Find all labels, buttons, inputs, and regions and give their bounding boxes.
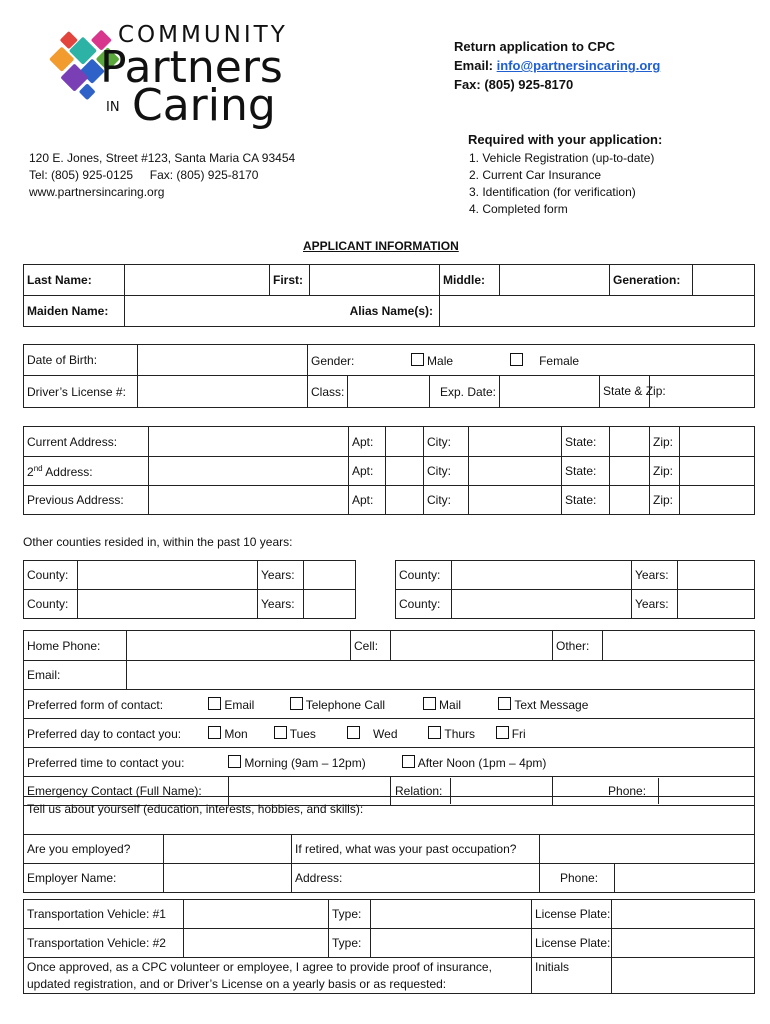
zip-label: Zip:	[650, 427, 680, 457]
email-field[interactable]	[127, 661, 755, 690]
vehicle1-field[interactable]	[184, 900, 329, 929]
other-field[interactable]	[603, 631, 755, 661]
first-name-label: First:	[270, 265, 310, 296]
dob-field[interactable]	[138, 345, 308, 376]
second-address-label: 2nd Address:	[24, 457, 149, 486]
logo-partners: Partners	[100, 42, 283, 93]
type-field[interactable]	[371, 929, 532, 958]
contact-table	[23, 630, 755, 806]
return-email: Email: info@partnersincaring.org	[454, 58, 661, 73]
years-label: Years:	[258, 561, 304, 590]
preferred-day-row: Preferred day to contact you: Mon Tues Wed Thurs Fri	[24, 719, 755, 748]
last-name-field[interactable]	[125, 265, 270, 296]
checkbox-icon[interactable]	[347, 726, 360, 739]
contact-email-option[interactable]: Email	[208, 697, 286, 712]
required-item: 4. Completed form	[469, 202, 568, 216]
state-zip-label: State & Zip:	[600, 376, 650, 408]
gender-female-option[interactable]: Female	[510, 353, 579, 368]
checkbox-icon[interactable]	[290, 697, 303, 710]
home-phone-field[interactable]	[127, 631, 351, 661]
middle-name-field[interactable]	[500, 265, 610, 296]
counties-table-right	[395, 560, 755, 619]
exp-date-label: Exp. Date:	[430, 376, 500, 408]
employed-field[interactable]	[164, 835, 292, 864]
plate-label: License Plate:	[532, 929, 612, 958]
required-title: Required with your application:	[468, 132, 663, 147]
alias-label: Alias Name(s):	[310, 296, 440, 327]
state-field[interactable]	[610, 486, 650, 515]
class-field[interactable]	[348, 376, 430, 408]
type-label: Type:	[329, 900, 371, 929]
employer-field[interactable]	[164, 864, 292, 893]
state-label: State:	[562, 427, 610, 457]
employer-address-cell[interactable]: Address:	[292, 864, 540, 893]
type-label: Type:	[329, 929, 371, 958]
county-label: County:	[24, 590, 78, 619]
last-name-label: Last Name:	[24, 265, 125, 296]
previous-address-label: Previous Address:	[24, 486, 149, 515]
retired-field[interactable]	[540, 835, 755, 864]
gender-male-option[interactable]: Male	[411, 353, 453, 368]
type-field[interactable]	[371, 900, 532, 929]
logo-caring: Caring	[132, 80, 276, 131]
state-field[interactable]	[610, 427, 650, 457]
logo	[38, 20, 298, 135]
previous-address-field[interactable]	[149, 486, 349, 515]
org-address: 120 E. Jones, Street #123, Santa Maria CA 93454	[29, 151, 296, 165]
initials-label: Initials	[532, 958, 612, 994]
employer-label: Employer Name:	[24, 864, 164, 893]
years-field[interactable]	[304, 561, 356, 590]
employer-phone-label: Phone:	[540, 864, 615, 893]
county-field[interactable]	[452, 590, 632, 619]
alias-field[interactable]	[440, 296, 755, 327]
apt-label: Apt:	[349, 427, 386, 457]
zip-field[interactable]	[680, 486, 755, 515]
county-label: County:	[396, 561, 452, 590]
first-name-field[interactable]	[310, 265, 440, 296]
city-field[interactable]	[469, 427, 562, 457]
contact-mail-option[interactable]: Mail	[423, 697, 495, 712]
employer-phone-field[interactable]	[615, 864, 755, 893]
zip-label: Zip:	[650, 486, 680, 515]
day-mon-option[interactable]: Mon	[208, 726, 270, 741]
dob-table	[23, 344, 755, 408]
required-item: 1. Vehicle Registration (up-to-date)	[469, 151, 655, 165]
time-morning-option[interactable]: Morning (9am – 12pm)	[228, 755, 398, 770]
checkbox-icon[interactable]	[274, 726, 287, 739]
email-link[interactable]: info@partnersincaring.org	[496, 58, 661, 73]
contact-phone-option[interactable]: Telephone Call	[290, 697, 420, 712]
maiden-name-label: Maiden Name:	[24, 296, 125, 327]
generation-field[interactable]	[693, 265, 755, 296]
checkbox-icon[interactable]	[208, 697, 221, 710]
zip-label: Zip:	[650, 457, 680, 486]
city-label: City:	[424, 427, 469, 457]
day-fri-option[interactable]: Fri	[496, 726, 526, 741]
zip-field[interactable]	[680, 427, 755, 457]
email-label: Email:	[24, 661, 127, 690]
city-field[interactable]	[469, 486, 562, 515]
apt-field[interactable]	[386, 486, 424, 515]
org-phones: Tel: (805) 925-0125 Fax: (805) 925-8170	[29, 168, 259, 182]
checkbox-icon[interactable]	[228, 755, 241, 768]
checkbox-icon[interactable]	[510, 353, 523, 366]
other-label: Other:	[553, 631, 603, 661]
county-field[interactable]	[78, 561, 258, 590]
checkbox-icon[interactable]	[423, 697, 436, 710]
state-label: State:	[562, 457, 610, 486]
years-field[interactable]	[678, 590, 755, 619]
about-table	[23, 796, 755, 893]
name-table	[23, 264, 755, 327]
license-label: Driver’s License #:	[24, 376, 138, 408]
section-title: APPLICANT INFORMATION	[303, 239, 459, 253]
time-afternoon-option[interactable]: After Noon (1pm – 4pm)	[402, 755, 547, 770]
emergency-contact-label: Emergency Contact (Full Name):	[24, 777, 229, 806]
state-label: State:	[562, 486, 610, 515]
day-tues-option[interactable]: Tues	[274, 726, 344, 741]
county-field[interactable]	[452, 561, 632, 590]
employed-label: Are you employed?	[24, 835, 164, 864]
required-item: 3. Identification (for verification)	[469, 185, 636, 199]
vehicle-table	[23, 899, 755, 994]
years-label: Years:	[632, 590, 678, 619]
relation-cell: Relation:	[391, 777, 553, 806]
years-field[interactable]	[304, 590, 356, 619]
checkbox-icon[interactable]	[411, 353, 424, 366]
state-field[interactable]	[610, 457, 650, 486]
dob-label: Date of Birth:	[24, 345, 138, 376]
county-field[interactable]	[78, 590, 258, 619]
preferred-time-row: Preferred time to contact you: Morning (9am – 12pm) After Noon (1pm – 4pm)	[24, 748, 755, 777]
return-line: Return application to CPC	[454, 39, 616, 54]
gender-label: Gender:	[311, 353, 355, 368]
org-website: www.partnersincaring.org	[29, 185, 165, 199]
checkbox-icon[interactable]	[498, 697, 511, 710]
contact-text-option[interactable]: Text Message	[498, 697, 588, 712]
preferred-form-row: Preferred form of contact: Email Telephone Call Mail Text Message	[24, 690, 755, 719]
retired-label: If retired, what was your past occupation?	[292, 835, 540, 864]
checkbox-icon[interactable]	[428, 726, 441, 739]
logo-community: COMMUNITY	[118, 22, 288, 48]
maiden-name-field[interactable]	[125, 296, 310, 327]
cell-field[interactable]	[391, 631, 553, 661]
years-label: Years:	[258, 590, 304, 619]
class-label: Class:	[308, 376, 348, 408]
agreement-text: Once approved, as a CPC volunteer or employee, I agree to provide proof of insurance, updated registration, and or Driver’s License on a yearly basis or as requested:	[24, 958, 532, 994]
address-table	[23, 426, 755, 515]
zip-field[interactable]	[680, 457, 755, 486]
apt-field[interactable]	[386, 427, 424, 457]
return-fax: Fax: (805) 925-8170	[454, 77, 574, 92]
checkbox-icon[interactable]	[208, 726, 221, 739]
second-address-field[interactable]	[149, 457, 349, 486]
current-address-label: Current Address:	[24, 427, 149, 457]
city-field[interactable]	[469, 457, 562, 486]
apt-label: Apt:	[349, 486, 386, 515]
apt-field[interactable]	[386, 457, 424, 486]
years-field[interactable]	[678, 561, 755, 590]
middle-name-label: Middle:	[440, 265, 500, 296]
generation-label: Generation:	[610, 265, 693, 296]
day-wed-option[interactable]: Wed	[347, 726, 425, 741]
counties-intro: Other counties resided in, within the past 10 years:	[23, 535, 293, 549]
cell-label: Cell:	[351, 631, 391, 661]
initials-field[interactable]	[612, 958, 755, 994]
plate-label: License Plate:	[532, 900, 612, 929]
tell-about-yourself[interactable]: Tell us about yourself (education, interests, hobbies, and skills):	[24, 797, 755, 835]
logo-in: IN	[106, 100, 120, 115]
counties-table-left	[23, 560, 356, 619]
home-phone-label: Home Phone:	[24, 631, 127, 661]
city-label: City:	[424, 457, 469, 486]
county-label: County:	[396, 590, 452, 619]
vehicle2-field[interactable]	[184, 929, 329, 958]
plate-field[interactable]	[612, 929, 755, 958]
required-item: 2. Current Car Insurance	[469, 168, 602, 182]
phone-cell: Phone:	[553, 777, 755, 806]
day-thurs-option[interactable]: Thurs	[428, 726, 492, 741]
current-address-field[interactable]	[149, 427, 349, 457]
city-label: City:	[424, 486, 469, 515]
exp-date-field[interactable]	[500, 376, 600, 408]
checkbox-icon[interactable]	[496, 726, 509, 739]
checkbox-icon[interactable]	[402, 755, 415, 768]
years-label: Years:	[632, 561, 678, 590]
license-field[interactable]	[138, 376, 308, 408]
vehicle1-label: Transportation Vehicle: #1	[24, 900, 184, 929]
gender-cell	[308, 345, 755, 376]
vehicle2-label: Transportation Vehicle: #2	[24, 929, 184, 958]
county-label: County:	[24, 561, 78, 590]
plate-field[interactable]	[612, 900, 755, 929]
apt-label: Apt:	[349, 457, 386, 486]
